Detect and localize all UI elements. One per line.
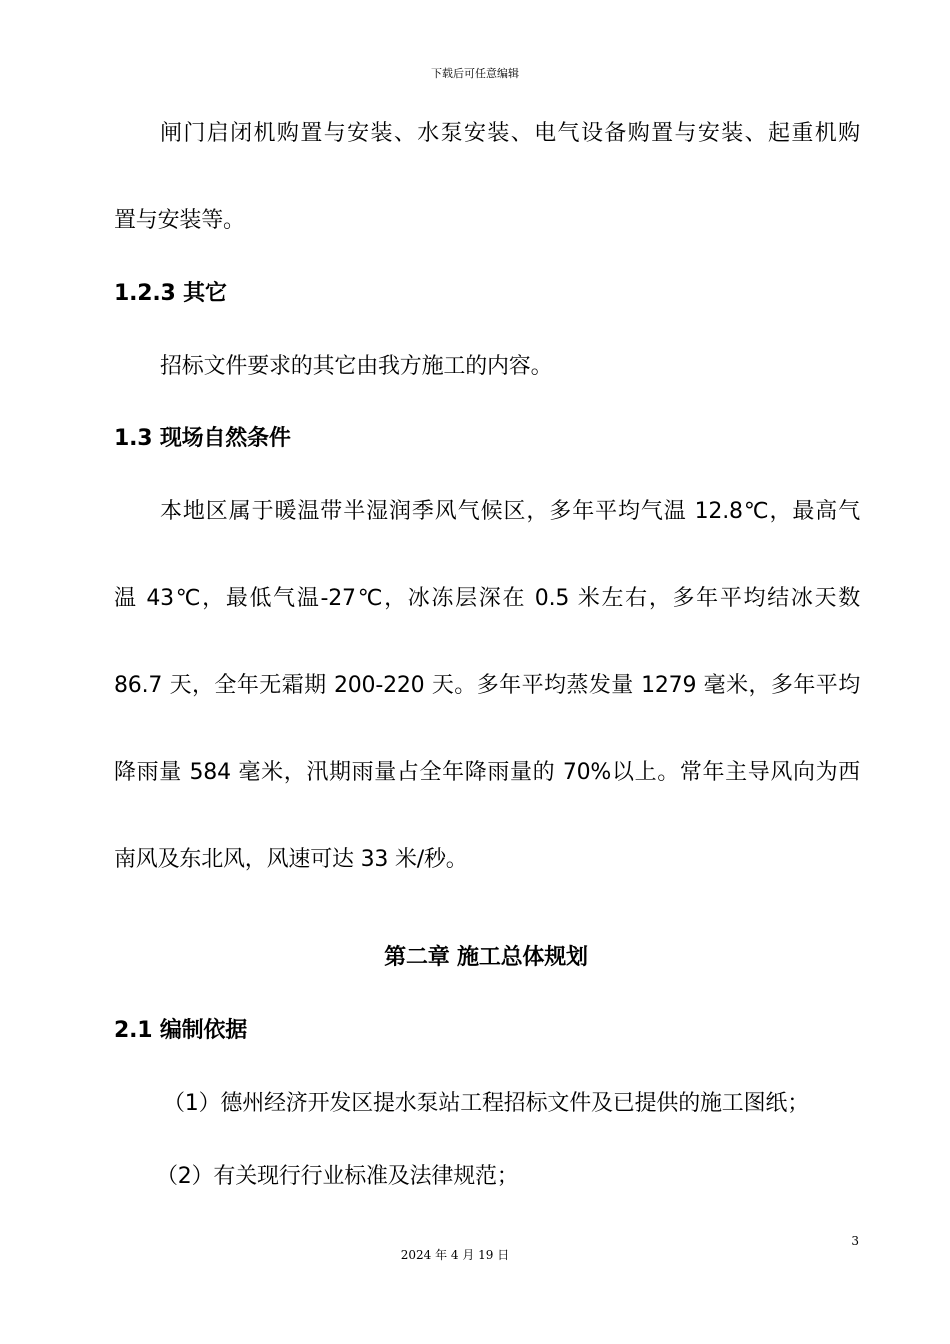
list-item: （2）有关现行行业标准及法律规范； — [156, 1164, 519, 1189]
section-heading-2-1: 2.1 编制依据 — [114, 1018, 248, 1043]
chapter-title: 第二章 施工总体规划 — [384, 945, 588, 970]
paragraph-line: 招标文件要求的其它由我方施工的内容。 — [160, 354, 553, 379]
paragraph-line: 86.7 天，全年无霜期 200-220 天。多年平均蒸发量 1279 毫米，多年平均 — [114, 673, 860, 698]
page-footer-date: 2024 年 4 月 19 日 — [400, 1248, 510, 1262]
paragraph-line: 降雨量 584 毫米，汛期雨量占全年降雨量的 70%以上。常年主导风向为西 — [114, 760, 860, 785]
paragraph-line: 闸门启闭机购置与安装、水泵安装、电气设备购置与安装、起重机购 — [160, 121, 860, 146]
page-header: 下载后可任意编辑 — [431, 67, 519, 80]
section-heading-1-2-3: 1.2.3 其它 — [114, 281, 227, 306]
page-number: 3 — [851, 1234, 859, 1248]
paragraph-line: 南风及东北风，风速可达 33 米/秒。 — [114, 847, 468, 872]
list-item: （1）德州经济开发区提水泵站工程招标文件及已提供的施工图纸； — [163, 1091, 809, 1116]
section-heading-1-3: 1.3 现场自然条件 — [114, 426, 291, 451]
paragraph-line: 置与安装等。 — [114, 208, 245, 233]
paragraph-line: 本地区属于暖温带半湿润季风气候区，多年平均气温 12.8℃，最高气 — [160, 499, 860, 524]
paragraph-line: 温 43℃，最低气温-27℃，冰冻层深在 0.5 米左右，多年平均结冰天数 — [114, 586, 860, 611]
